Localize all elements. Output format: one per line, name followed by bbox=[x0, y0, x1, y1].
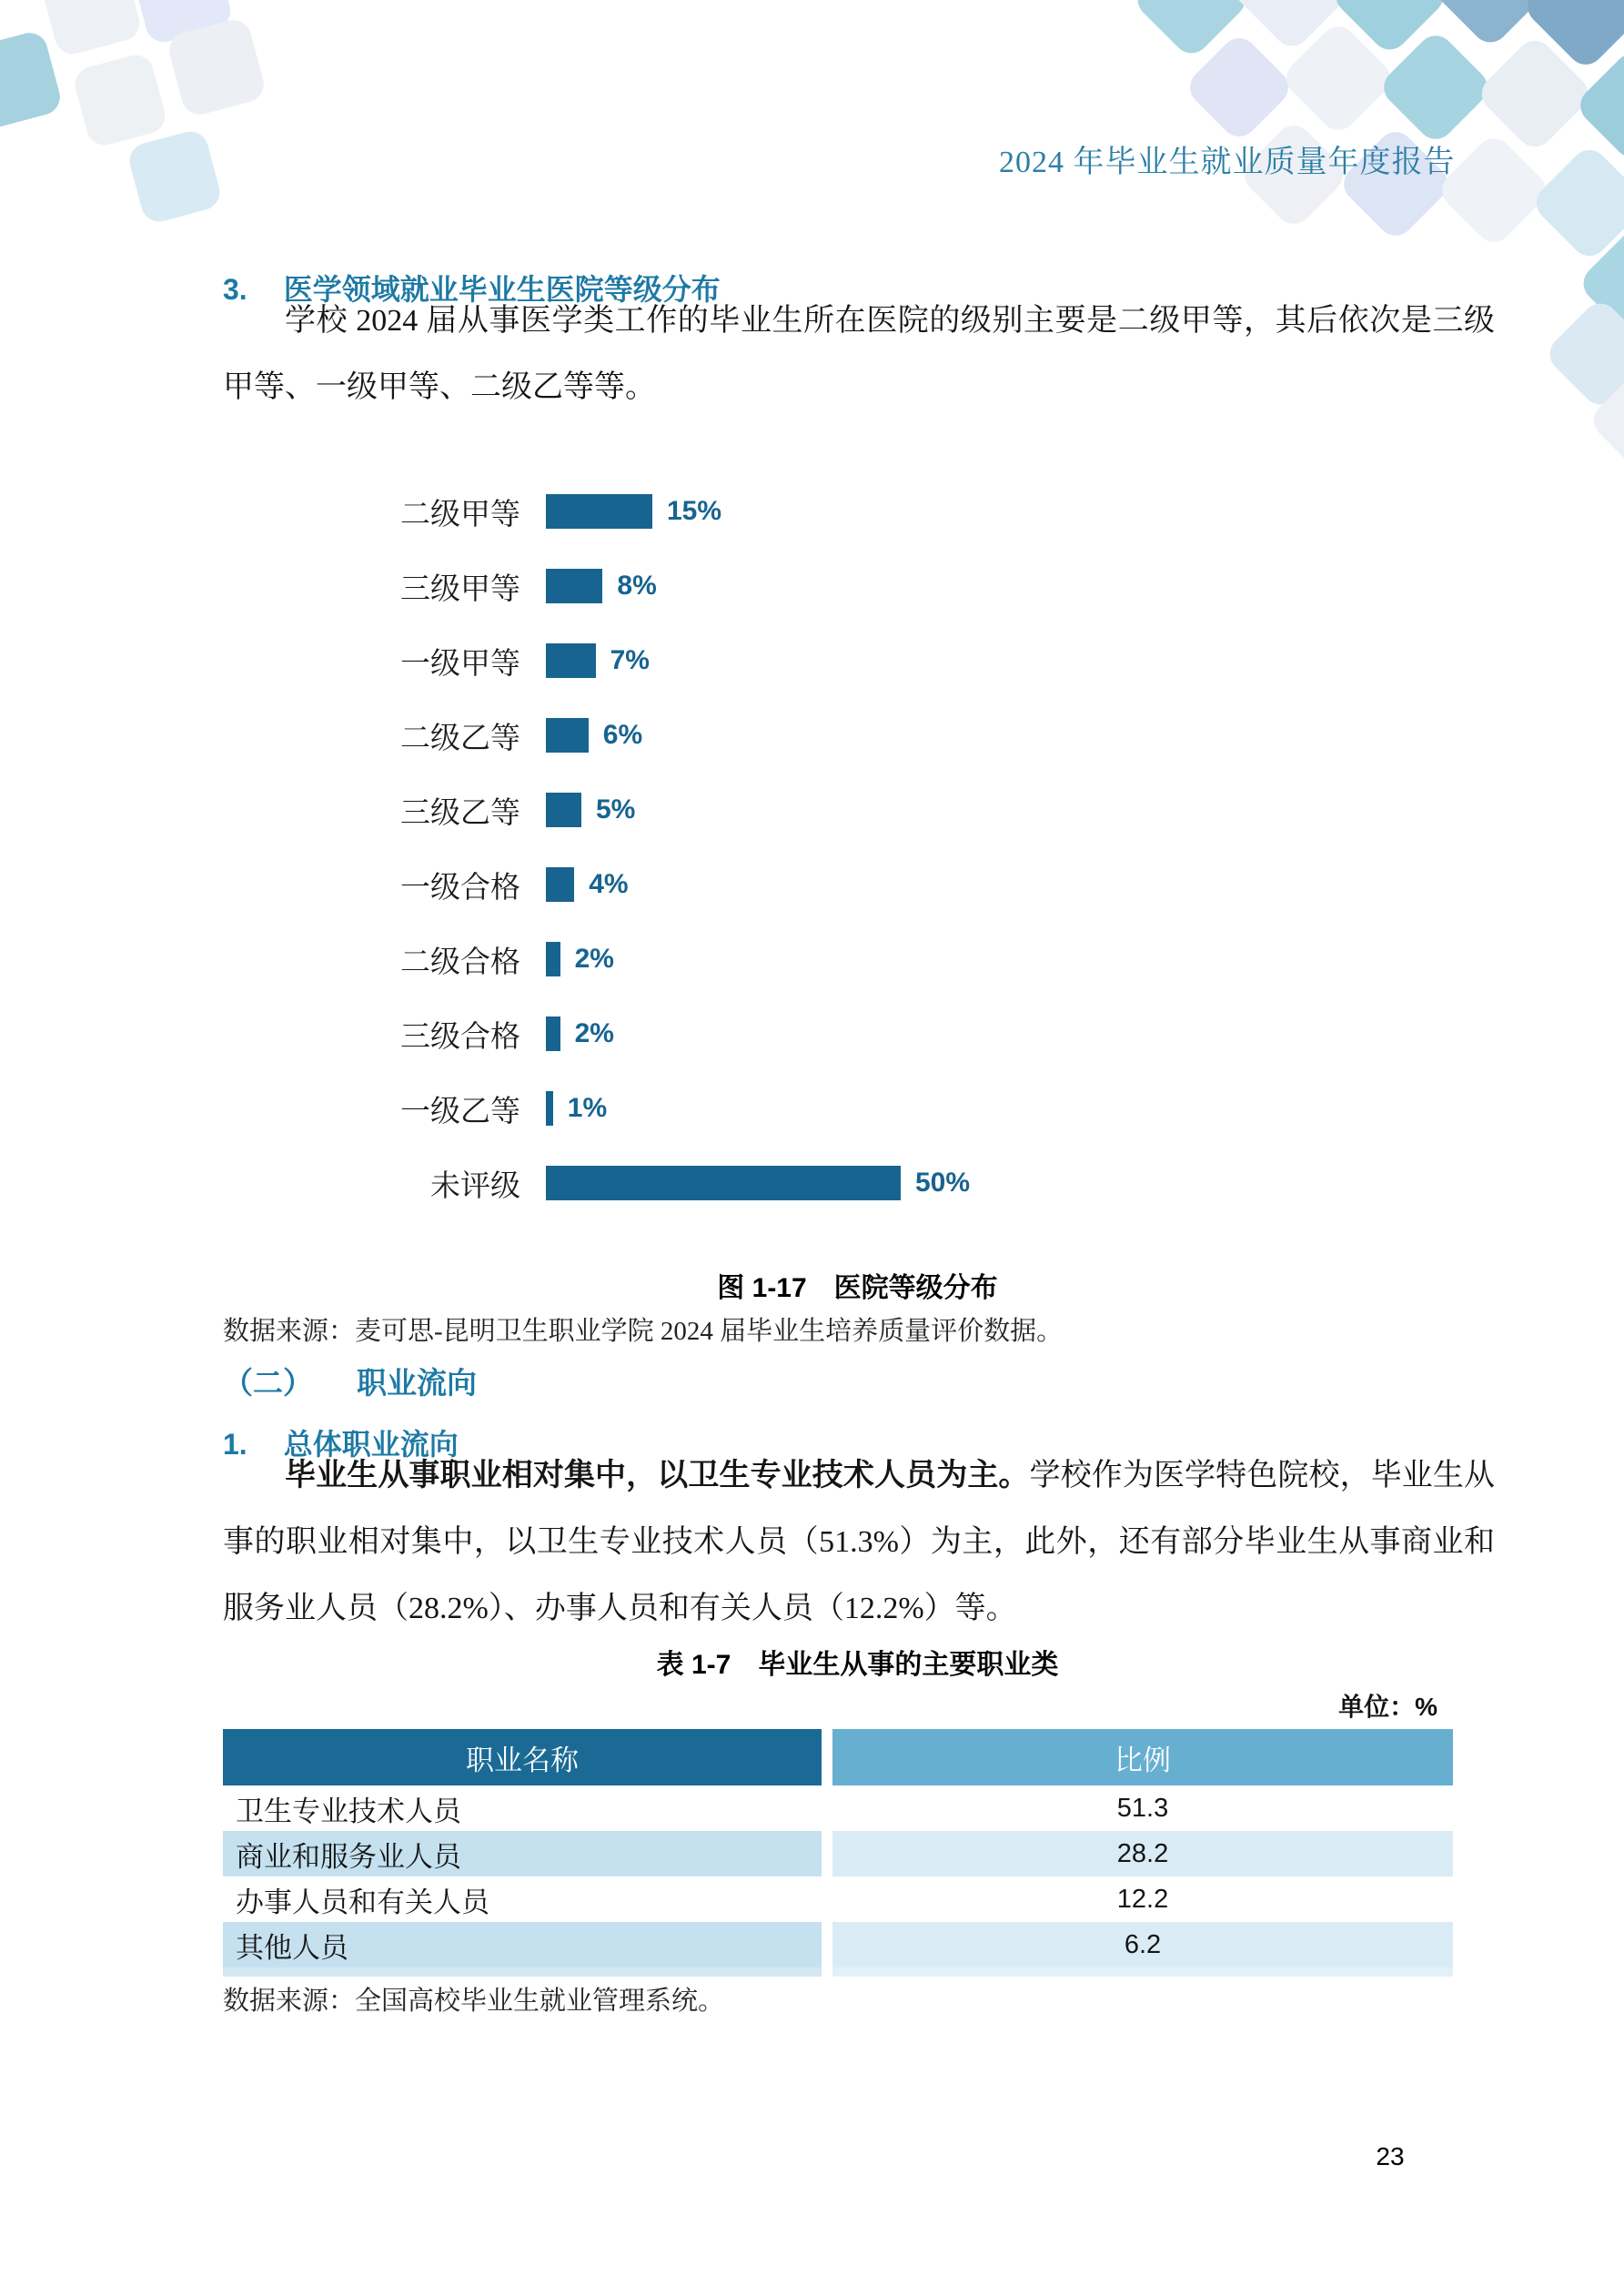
bar-value-label: 8% bbox=[617, 571, 657, 601]
bar bbox=[546, 1166, 901, 1200]
bar-category-label: 二级合格 bbox=[400, 946, 520, 979]
table-column-gap bbox=[822, 1967, 832, 1977]
bar-category-label: 三级乙等 bbox=[400, 796, 520, 830]
bar-value-label: 2% bbox=[574, 1018, 614, 1048]
table-header-row bbox=[223, 1729, 1453, 1785]
table-data-source: 数据来源：全国高校毕业生就业管理系统。 bbox=[223, 1987, 725, 2016]
bar bbox=[546, 1091, 553, 1126]
chart-row bbox=[400, 773, 970, 847]
table-bottom-border-left bbox=[223, 1967, 822, 1977]
bar-category-label: 二级甲等 bbox=[400, 498, 520, 531]
decor-tile bbox=[1529, 143, 1624, 264]
bar bbox=[546, 1017, 560, 1051]
bar-value-label: 5% bbox=[596, 794, 636, 824]
bar bbox=[546, 569, 602, 603]
chart-row bbox=[400, 549, 970, 623]
decor-tile bbox=[37, 0, 143, 58]
table-row bbox=[223, 1876, 1453, 1922]
table-column-gap bbox=[822, 1922, 832, 1967]
bar-category-label: 未评级 bbox=[430, 1169, 520, 1203]
occupation-name-cell: 其他人员 bbox=[223, 1922, 822, 1967]
occupation-name-cell: 办事人员和有关人员 bbox=[236, 1886, 489, 1918]
table-header-occupation: 职业名称 bbox=[223, 1729, 822, 1785]
bar-value-label: 1% bbox=[567, 1093, 608, 1123]
bar-value-label: 50% bbox=[915, 1168, 971, 1198]
bar-value-label: 2% bbox=[574, 944, 614, 974]
occupation-name-cell: 商业和服务业人员 bbox=[223, 1831, 822, 1876]
table-column-gap bbox=[822, 1876, 832, 1922]
chart-row bbox=[400, 996, 970, 1071]
decor-tile bbox=[71, 51, 169, 149]
bar-category-label: 三级合格 bbox=[400, 1020, 520, 1054]
bar-value-label: 4% bbox=[589, 869, 629, 899]
section-heading-career-flow bbox=[223, 1360, 477, 1402]
section-title: 总体职业流向 bbox=[283, 1428, 459, 1461]
occupation-table bbox=[223, 1729, 1453, 1977]
bar bbox=[546, 793, 581, 827]
hospital-grade-paragraph: 学校 2024 届从事医学类工作的毕业生所在医院的级别主要是二级甲等，其后依次是三级甲等、一级甲等、二级乙等等。 bbox=[223, 304, 1495, 404]
bar-value-label: 6% bbox=[602, 720, 643, 750]
table-column-gap bbox=[822, 1729, 832, 1785]
table-caption: 表 1-7 毕业生从事的主要职业类 bbox=[656, 1650, 1059, 1680]
chart-row bbox=[400, 474, 970, 549]
section-number: （二） bbox=[223, 1366, 313, 1400]
career-paragraph-text: 学校作为医学特色院校，毕业生从事的职业相对集中，以卫生专业技术人员（51.3%）为主，此外，还有部分毕业生从事商业和服务业人员（28.2%）、办事人员和有关人员（12.2%）等。 bbox=[223, 1459, 1496, 1625]
report-header-title: 2024 年毕业生就业质量年度报告 bbox=[999, 146, 1456, 179]
chart-row bbox=[400, 623, 970, 698]
section-number: 1. bbox=[223, 1428, 247, 1461]
table-unit-label: 单位：% bbox=[1338, 1693, 1437, 1721]
chart-row bbox=[400, 1146, 970, 1220]
occupation-name-cell: 卫生专业技术人员 bbox=[236, 1795, 461, 1827]
career-paragraph bbox=[223, 1442, 1495, 1642]
bar-category-label: 一级乙等 bbox=[400, 1095, 520, 1128]
table-header-ratio: 比例 bbox=[832, 1729, 1453, 1785]
chart-row bbox=[400, 847, 970, 922]
occupation-ratio-cell: 6.2 bbox=[832, 1922, 1453, 1967]
bar bbox=[546, 643, 596, 678]
table-row bbox=[223, 1831, 1453, 1876]
bar-category-label: 一级合格 bbox=[400, 871, 520, 905]
chart-row bbox=[400, 698, 970, 773]
table-column-gap bbox=[822, 1785, 832, 1831]
decor-tile bbox=[126, 127, 224, 226]
bar-category-label: 三级甲等 bbox=[400, 572, 520, 606]
bar-value-label: 7% bbox=[610, 645, 650, 675]
hospital-grade-bar-chart bbox=[400, 474, 970, 1220]
chart-row bbox=[400, 1071, 970, 1146]
bar bbox=[546, 942, 560, 976]
bar-category-label: 二级乙等 bbox=[400, 722, 520, 755]
occupation-ratio-cell: 28.2 bbox=[832, 1831, 1453, 1876]
career-paragraph-lead: 毕业生从事职业相对集中，以卫生专业技术人员为主。 bbox=[285, 1459, 1030, 1492]
bar bbox=[546, 867, 574, 902]
table-row bbox=[223, 1922, 1453, 1967]
occupation-ratio-cell: 51.3 bbox=[1116, 1793, 1169, 1823]
section-title: 职业流向 bbox=[357, 1366, 477, 1400]
table-body bbox=[223, 1785, 1453, 1967]
occupation-ratio-cell: 12.2 bbox=[1116, 1884, 1169, 1914]
bar bbox=[546, 718, 589, 753]
decor-tile bbox=[0, 29, 64, 132]
figure-data-source: 数据来源：麦可思-昆明卫生职业学院 2024 届毕业生培养质量评价数据。 bbox=[223, 1317, 1064, 1346]
bar bbox=[546, 494, 652, 529]
section-number: 3. bbox=[223, 273, 247, 306]
chart-row bbox=[400, 922, 970, 996]
table-bottom-border-right bbox=[832, 1967, 1453, 1977]
table-bottom-border bbox=[223, 1967, 1453, 1977]
figure-caption: 图 1-17 医院等级分布 bbox=[717, 1273, 998, 1303]
table-column-gap bbox=[822, 1831, 832, 1876]
section-title: 医学领域就业毕业生医院等级分布 bbox=[283, 273, 721, 306]
bar-value-label: 15% bbox=[667, 496, 722, 526]
bar-category-label: 一级甲等 bbox=[400, 647, 520, 681]
page-number: 23 bbox=[1376, 2142, 1405, 2170]
table-row bbox=[223, 1785, 1453, 1831]
